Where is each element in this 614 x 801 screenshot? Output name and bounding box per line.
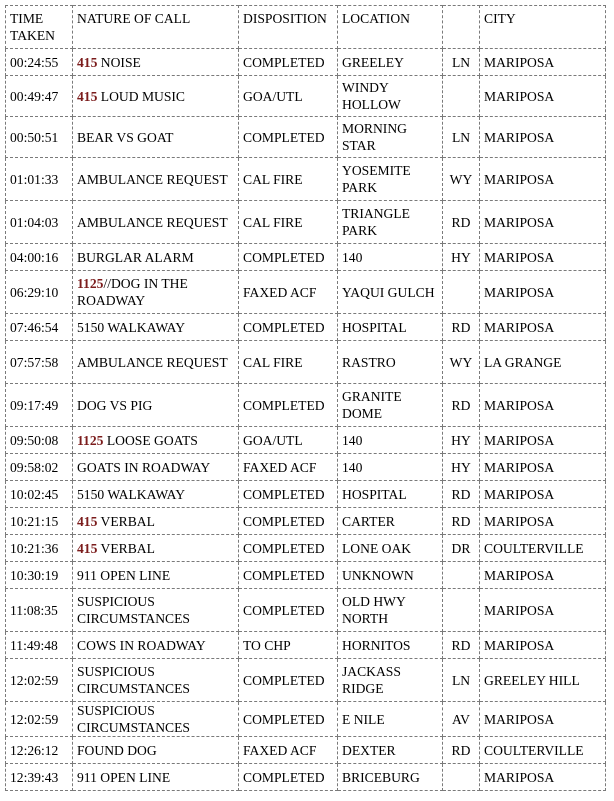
street-suffix-cell: DR — [443, 535, 480, 562]
nature-text: 5150 WALKAWAY — [77, 319, 186, 335]
location-cell: E NILE — [338, 702, 443, 737]
nature-cell — [73, 384, 239, 427]
street-suffix-cell: RD — [443, 508, 480, 535]
street-suffix-cell: LN — [443, 49, 480, 76]
disposition-cell: FAXED ACF — [239, 737, 338, 764]
table-row — [6, 764, 606, 791]
location-cell: LONE OAK — [338, 535, 443, 562]
table-row — [6, 384, 606, 427]
nature-text: 911 OPEN LINE — [77, 769, 171, 785]
disposition-cell: COMPLETED — [239, 535, 338, 562]
time-cell: 09:58:02 — [6, 454, 73, 481]
disposition-cell: GOA/UTL — [239, 427, 338, 454]
city-cell: MARIPOSA — [480, 271, 606, 314]
location-cell: CARTER — [338, 508, 443, 535]
city-cell: MARIPOSA — [480, 589, 606, 632]
time-cell: 10:21:36 — [6, 535, 73, 562]
street-suffix-cell: LN — [443, 659, 480, 702]
disposition-cell: COMPLETED — [239, 244, 338, 271]
time-cell: 10:02:45 — [6, 481, 73, 508]
city-cell: MARIPOSA — [480, 201, 606, 244]
nature-text: AMBULANCE REQUEST — [77, 354, 228, 370]
time-cell: 09:50:08 — [6, 427, 73, 454]
nature-cell — [73, 764, 239, 791]
disposition-cell: CAL FIRE — [239, 341, 338, 384]
nature-cell — [73, 271, 239, 314]
city-cell: MARIPOSA — [480, 562, 606, 589]
disposition-cell: COMPLETED — [239, 589, 338, 632]
city-cell: MARIPOSA — [480, 702, 606, 737]
nature-text: COWS IN ROADWAY — [77, 637, 206, 653]
nature-cell — [73, 632, 239, 659]
city-cell: COULTERVILLE — [480, 737, 606, 764]
location-cell: WINDY HOLLOW — [338, 76, 443, 117]
nature-text: AMBULANCE REQUEST — [77, 171, 228, 187]
street-suffix-cell: HY — [443, 244, 480, 271]
header-disposition: DISPOSITION — [239, 6, 338, 49]
table-row — [6, 427, 606, 454]
time-cell: 10:21:15 — [6, 508, 73, 535]
nature-text: 911 OPEN LINE — [77, 567, 171, 583]
table-row — [6, 737, 606, 764]
disposition-cell: COMPLETED — [239, 562, 338, 589]
location-cell: TRIANGLE PARK — [338, 201, 443, 244]
time-cell: 12:26:12 — [6, 737, 73, 764]
nature-cell — [73, 201, 239, 244]
call-code: 415 — [77, 513, 98, 529]
street-suffix-cell: HY — [443, 454, 480, 481]
nature-cell — [73, 508, 239, 535]
location-cell: JACKASS RIDGE — [338, 659, 443, 702]
disposition-cell: COMPLETED — [239, 117, 338, 158]
time-cell: 04:00:16 — [6, 244, 73, 271]
location-cell: 140 — [338, 454, 443, 481]
location-cell: 140 — [338, 244, 443, 271]
time-cell: 01:01:33 — [6, 158, 73, 201]
time-cell: 07:57:58 — [6, 341, 73, 384]
street-suffix-cell — [443, 764, 480, 791]
city-cell: MARIPOSA — [480, 49, 606, 76]
city-cell: MARIPOSA — [480, 158, 606, 201]
time-cell: 12:39:43 — [6, 764, 73, 791]
city-cell: LA GRANGE — [480, 341, 606, 384]
location-cell: GREELEY — [338, 49, 443, 76]
table-row — [6, 244, 606, 271]
nature-cell — [73, 117, 239, 158]
location-cell: MORNING STAR — [338, 117, 443, 158]
disposition-cell: COMPLETED — [239, 314, 338, 341]
street-suffix-cell: HY — [443, 427, 480, 454]
table-row — [6, 562, 606, 589]
disposition-cell: CAL FIRE — [239, 201, 338, 244]
call-code: 1125 — [77, 276, 104, 291]
call-code: 415 — [77, 54, 98, 70]
nature-text: BEAR VS GOAT — [77, 129, 174, 145]
street-suffix-cell: RD — [443, 384, 480, 427]
city-cell: MARIPOSA — [480, 481, 606, 508]
nature-cell — [73, 49, 239, 76]
city-cell: MARIPOSA — [480, 427, 606, 454]
nature-cell — [73, 659, 239, 702]
time-cell: 07:46:54 — [6, 314, 73, 341]
location-cell: HOSPITAL — [338, 481, 443, 508]
table-row — [6, 535, 606, 562]
table-row — [6, 508, 606, 535]
time-cell: 11:08:35 — [6, 589, 73, 632]
table-row — [6, 158, 606, 201]
city-cell: MARIPOSA — [480, 384, 606, 427]
nature-cell — [73, 562, 239, 589]
city-cell: MARIPOSA — [480, 454, 606, 481]
disposition-cell: GOA/UTL — [239, 76, 338, 117]
street-suffix-cell: RD — [443, 201, 480, 244]
location-cell: RASTRO — [338, 341, 443, 384]
city-cell: MARIPOSA — [480, 314, 606, 341]
nature-cell — [73, 481, 239, 508]
nature-text: SUSPICIOUS CIRCUMSTANCES — [77, 594, 190, 626]
city-cell: MARIPOSA — [480, 76, 606, 117]
nature-cell — [73, 341, 239, 384]
call-code: 415 — [77, 88, 98, 104]
time-cell: 01:04:03 — [6, 201, 73, 244]
nature-cell — [73, 737, 239, 764]
nature-text: VERBAL — [97, 513, 155, 529]
disposition-cell: COMPLETED — [239, 384, 338, 427]
nature-cell — [73, 158, 239, 201]
nature-cell — [73, 76, 239, 117]
location-cell: DEXTER — [338, 737, 443, 764]
city-cell: MARIPOSA — [480, 508, 606, 535]
time-cell: 12:02:59 — [6, 659, 73, 702]
location-cell: UNKNOWN — [338, 562, 443, 589]
location-cell: HOSPITAL — [338, 314, 443, 341]
table-row — [6, 454, 606, 481]
table-row — [6, 341, 606, 384]
street-suffix-cell: RD — [443, 314, 480, 341]
time-cell: 00:49:47 — [6, 76, 73, 117]
city-cell: COULTERVILLE — [480, 535, 606, 562]
street-suffix-cell — [443, 562, 480, 589]
location-cell: GRANITE DOME — [338, 384, 443, 427]
street-suffix-cell: WY — [443, 158, 480, 201]
table-row — [6, 201, 606, 244]
disposition-cell: COMPLETED — [239, 659, 338, 702]
disposition-cell: FAXED ACF — [239, 271, 338, 314]
header-nature: NATURE OF CALL — [73, 6, 239, 49]
disposition-cell: COMPLETED — [239, 49, 338, 76]
disposition-cell: FAXED ACF — [239, 454, 338, 481]
city-cell: MARIPOSA — [480, 764, 606, 791]
table-row — [6, 117, 606, 158]
nature-text: FOUND DOG — [77, 742, 157, 758]
street-suffix-cell: RD — [443, 481, 480, 508]
street-suffix-cell: RD — [443, 737, 480, 764]
nature-cell — [73, 454, 239, 481]
disposition-cell: COMPLETED — [239, 764, 338, 791]
disposition-cell: COMPLETED — [239, 702, 338, 737]
table-row — [6, 271, 606, 314]
table-row — [6, 49, 606, 76]
nature-text: //DOG IN THE ROADWAY — [77, 276, 192, 308]
disposition-cell: COMPLETED — [239, 508, 338, 535]
time-cell: 10:30:19 — [6, 562, 73, 589]
nature-text: LOUD MUSIC — [97, 88, 185, 104]
header-location: LOCATION — [338, 6, 443, 49]
nature-text: VERBAL — [97, 540, 155, 556]
nature-text: AMBULANCE REQUEST — [77, 214, 228, 230]
nature-cell — [73, 535, 239, 562]
street-suffix-cell — [443, 589, 480, 632]
table-row — [6, 659, 606, 702]
disposition-cell: TO CHP — [239, 632, 338, 659]
table-row — [6, 314, 606, 341]
disposition-cell: CAL FIRE — [239, 158, 338, 201]
header-suffix — [443, 6, 480, 49]
table-row — [6, 632, 606, 659]
nature-cell — [73, 427, 239, 454]
street-suffix-cell: AV — [443, 702, 480, 737]
nature-text: DOG VS PIG — [77, 397, 153, 413]
location-cell: YOSEMITE PARK — [338, 158, 443, 201]
time-cell: 00:50:51 — [6, 117, 73, 158]
call-code: 1125 — [77, 432, 104, 448]
table-row — [6, 589, 606, 632]
nature-text: NOISE — [97, 54, 141, 70]
header-row — [6, 6, 606, 49]
city-cell: GREELEY HILL — [480, 659, 606, 702]
table-row — [6, 481, 606, 508]
nature-text: SUSPICIOUS CIRCUMSTANCES — [77, 703, 190, 735]
street-suffix-cell: RD — [443, 632, 480, 659]
time-cell: 12:02:59 — [6, 702, 73, 737]
header-time: TIME TAKEN — [6, 6, 73, 49]
location-cell: OLD HWY NORTH — [338, 589, 443, 632]
street-suffix-cell — [443, 271, 480, 314]
table-row — [6, 76, 606, 117]
nature-cell — [73, 589, 239, 632]
call-code: 415 — [77, 540, 98, 556]
time-cell: 06:29:10 — [6, 271, 73, 314]
street-suffix-cell: WY — [443, 341, 480, 384]
location-cell: YAQUI GULCH — [338, 271, 443, 314]
nature-text: LOOSE GOATS — [103, 432, 198, 448]
nature-text: 5150 WALKAWAY — [77, 486, 186, 502]
time-cell: 09:17:49 — [6, 384, 73, 427]
city-cell: MARIPOSA — [480, 632, 606, 659]
disposition-cell: COMPLETED — [239, 481, 338, 508]
location-cell: HORNITOS — [338, 632, 443, 659]
nature-cell — [73, 314, 239, 341]
location-cell: BRICEBURG — [338, 764, 443, 791]
time-cell: 11:49:48 — [6, 632, 73, 659]
call-log — [5, 5, 606, 791]
nature-text: SUSPICIOUS CIRCUMSTANCES — [77, 664, 190, 696]
call-log-table — [5, 5, 606, 791]
time-cell: 00:24:55 — [6, 49, 73, 76]
nature-cell — [73, 702, 239, 737]
city-cell: MARIPOSA — [480, 117, 606, 158]
nature-cell — [73, 244, 239, 271]
location-cell: 140 — [338, 427, 443, 454]
call-log-body — [6, 6, 606, 791]
street-suffix-cell: LN — [443, 117, 480, 158]
table-row — [6, 702, 606, 737]
header-city: CITY — [480, 6, 606, 49]
city-cell: MARIPOSA — [480, 244, 606, 271]
nature-text: BURGLAR ALARM — [77, 249, 194, 265]
street-suffix-cell — [443, 76, 480, 117]
nature-text: GOATS IN ROADWAY — [77, 459, 211, 475]
